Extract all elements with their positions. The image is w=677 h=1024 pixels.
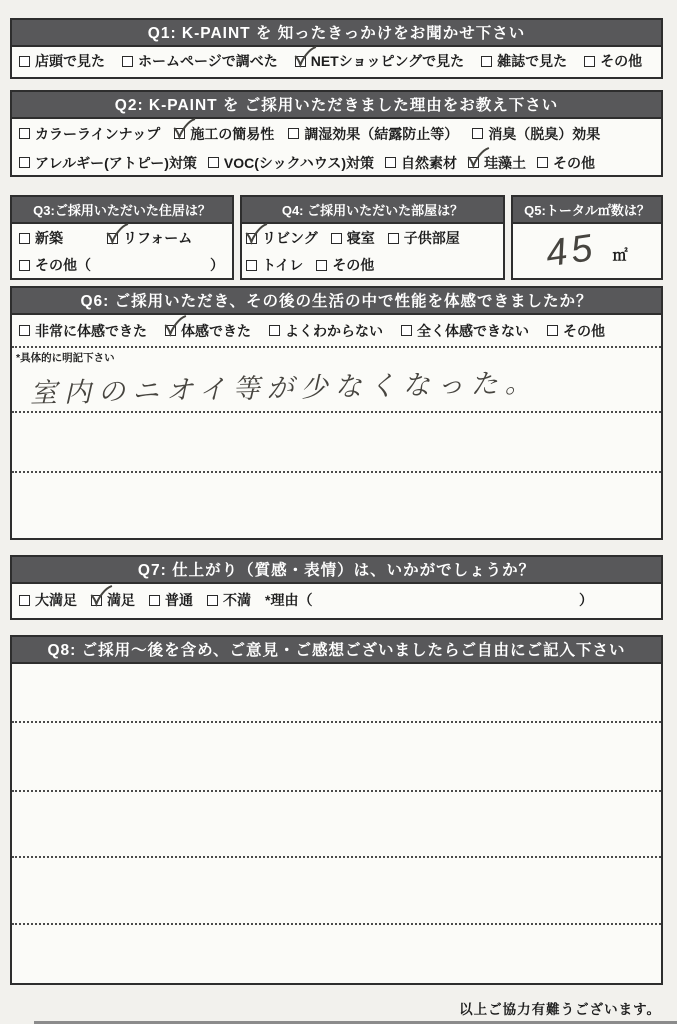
- q5-section: [511, 195, 663, 280]
- q1-option-net-shopping[interactable]: [295, 51, 464, 71]
- q3-option-reform[interactable]: [107, 228, 192, 248]
- q2-options-row2: [12, 148, 661, 177]
- q6-options: [12, 315, 661, 346]
- checkbox[interactable]: [246, 260, 257, 271]
- checkbox[interactable]: [107, 233, 118, 244]
- checkbox[interactable]: [19, 56, 30, 67]
- option-label: その他（: [35, 257, 91, 273]
- q2-header: Q2: K-PAINT を ご採用いただきました理由をお教え下さい: [12, 92, 661, 119]
- option-label: VOC(シックハウス)対策: [223, 154, 374, 171]
- writing-line: [12, 790, 661, 856]
- q1-section: [10, 18, 663, 79]
- q4-option-kids-room[interactable]: [388, 228, 460, 248]
- option-label: 雑誌で見た: [497, 53, 568, 69]
- option-label: トイレ: [262, 257, 304, 273]
- option-label: NETショッピングで見た: [310, 53, 465, 69]
- q7-option-very-satisfied[interactable]: [19, 590, 77, 610]
- q7-option-dissatisfied[interactable]: [207, 590, 251, 610]
- writing-line: [12, 471, 661, 538]
- option-label: その他: [600, 53, 643, 69]
- q6-section: [10, 286, 663, 540]
- q1-option-homepage[interactable]: [122, 51, 278, 71]
- checkbox[interactable]: [207, 595, 218, 606]
- q3-header: Q3:ご採用いただいた住居は？: [12, 197, 232, 224]
- q5-handwritten-value: 45: [543, 226, 600, 275]
- q1-header: Q1: K-PAINT を 知ったきっかけをお聞かせ下さい: [12, 20, 661, 47]
- option-label: 子供部屋: [403, 230, 460, 246]
- checkbox[interactable]: [19, 157, 30, 168]
- checkbox[interactable]: [468, 157, 479, 168]
- option-label: その他: [563, 322, 605, 339]
- checkbox[interactable]: [19, 325, 30, 336]
- checkbox[interactable]: [269, 325, 280, 336]
- checkbox[interactable]: [547, 325, 558, 336]
- checkbox[interactable]: [331, 233, 342, 244]
- checkbox[interactable]: [91, 595, 102, 606]
- checkbox[interactable]: [19, 233, 30, 244]
- q1-options: [12, 47, 661, 75]
- option-label: 非常に体感できた: [35, 322, 147, 339]
- q4-option-living[interactable]: [246, 228, 318, 248]
- checkbox[interactable]: [295, 56, 306, 67]
- q2-option-deodorizing[interactable]: [472, 124, 600, 144]
- q6-note-label: *具体的に明記下さい: [16, 352, 115, 364]
- q6-option-other[interactable]: [547, 321, 605, 341]
- option-label: 新築: [35, 230, 63, 246]
- q1-option-other[interactable]: [584, 51, 642, 71]
- q2-option-natural-material[interactable]: [385, 153, 457, 173]
- option-label: カラーラインナップ: [35, 125, 161, 142]
- checkbox[interactable]: [208, 157, 219, 168]
- q5-answer-area: [513, 224, 661, 278]
- option-label: 珪藻土: [483, 154, 526, 171]
- option-label: その他: [552, 154, 595, 171]
- q7-reason-paren-close: ）: [579, 592, 593, 608]
- option-label: 全く体感できない: [417, 322, 529, 339]
- option-label: 調湿効果（結露防止等）: [304, 125, 459, 142]
- checkbox[interactable]: [537, 157, 548, 168]
- checkbox[interactable]: [401, 325, 412, 336]
- q2-option-color-lineup[interactable]: [19, 124, 160, 144]
- checkbox[interactable]: [481, 56, 492, 67]
- option-label: 寝室: [346, 230, 375, 246]
- q3-options-row1: [12, 224, 232, 252]
- option-label: リフォーム: [123, 230, 193, 246]
- checkbox[interactable]: [316, 260, 327, 271]
- checkbox[interactable]: [19, 128, 30, 139]
- option-label: リビング: [262, 230, 318, 246]
- option-label: 満足: [107, 592, 135, 608]
- option-label: その他: [332, 257, 375, 273]
- checkbox[interactable]: [122, 56, 133, 67]
- option-label: 施工の簡易性: [190, 125, 275, 142]
- q4-header: Q4: ご採用いただいた部屋は？: [242, 197, 503, 224]
- checkbox[interactable]: [385, 157, 396, 168]
- q2-option-ease-of-construction[interactable]: [174, 124, 274, 144]
- option-label: 消臭（脱臭）効果: [488, 125, 601, 142]
- q6-note-area: [12, 346, 661, 411]
- q8-section: [10, 635, 663, 985]
- q7-options: [12, 584, 661, 616]
- q2-option-diatomite[interactable]: [468, 153, 526, 173]
- writing-line: [12, 923, 661, 981]
- q6-option-not-at-all[interactable]: [401, 321, 529, 341]
- q6-handwritten-note: 室内のニオイ等が少なくなった。: [29, 367, 539, 409]
- option-label: 普通: [165, 592, 193, 608]
- q4-option-bedroom[interactable]: [331, 228, 375, 248]
- q3-option-new-build[interactable]: [19, 228, 63, 248]
- option-label: 店頭で見た: [35, 53, 105, 69]
- q6-header: Q6: ご採用いただき、その後の生活の中で性能を体感できましたか？: [12, 288, 661, 315]
- option-label: 大満足: [35, 592, 77, 608]
- q7-option-satisfied[interactable]: [91, 590, 135, 610]
- q7-header: Q7: 仕上がり（質感・表情）は、いかがでしょうか？: [12, 557, 661, 584]
- checkbox[interactable]: [288, 128, 299, 139]
- q7-reason-label: *理由（: [265, 592, 313, 608]
- writing-line: [12, 721, 661, 790]
- q2-options-row1: [12, 119, 661, 148]
- q1-option-magazine[interactable]: [481, 51, 567, 71]
- checkbox[interactable]: [246, 233, 257, 244]
- q2-option-allergy[interactable]: [19, 153, 197, 173]
- q4-option-toilet[interactable]: [246, 255, 303, 275]
- q6-option-strongly-felt[interactable]: [19, 321, 147, 341]
- option-label: 不満: [223, 592, 251, 608]
- checkbox[interactable]: [388, 233, 399, 244]
- checkbox[interactable]: [584, 56, 595, 67]
- checkbox[interactable]: [174, 128, 185, 139]
- q4-options-row2: [242, 252, 503, 278]
- option-label: アレルギー(アトピー)対策: [35, 154, 197, 171]
- footer-thanks-text: 以上ご協力有難うございます。: [459, 1002, 661, 1017]
- q4-options-row1: [242, 224, 503, 252]
- checkbox[interactable]: [19, 595, 30, 606]
- checkbox[interactable]: [165, 325, 176, 336]
- q4-option-other[interactable]: [316, 255, 374, 275]
- q6-option-not-sure[interactable]: [269, 321, 383, 341]
- checkbox[interactable]: [19, 260, 30, 271]
- q2-option-humidity-control[interactable]: [288, 124, 458, 144]
- paren-close: ）: [210, 257, 224, 273]
- q7-option-average[interactable]: [149, 590, 193, 610]
- q8-header: Q8: ご採用〜後を含め、ご意見・ご感想ございましたらご自由にご記入下さい: [12, 637, 661, 664]
- q1-option-store[interactable]: [19, 51, 105, 71]
- writing-line: [12, 664, 661, 721]
- q2-option-voc[interactable]: [208, 153, 374, 173]
- q3-options-row2: [12, 252, 232, 278]
- checkbox[interactable]: [472, 128, 483, 139]
- checkbox[interactable]: [149, 595, 160, 606]
- q5-header: Q5:トータル㎡数は？: [513, 197, 661, 224]
- q7-section: [10, 555, 663, 620]
- q3-option-other[interactable]: [19, 255, 224, 275]
- writing-line: [12, 411, 661, 471]
- option-label: 体感できた: [181, 322, 251, 339]
- q2-option-other[interactable]: [537, 153, 595, 173]
- q6-option-felt[interactable]: [165, 321, 251, 341]
- option-label: 自然素材: [400, 154, 457, 171]
- q4-section: [240, 195, 505, 280]
- option-label: ホームページで調べた: [138, 53, 278, 69]
- q5-unit-label: ㎡: [612, 246, 628, 264]
- writing-line: [12, 856, 661, 923]
- q2-section: [10, 90, 663, 177]
- option-label: よくわからない: [285, 322, 383, 339]
- q3-section: [10, 195, 234, 280]
